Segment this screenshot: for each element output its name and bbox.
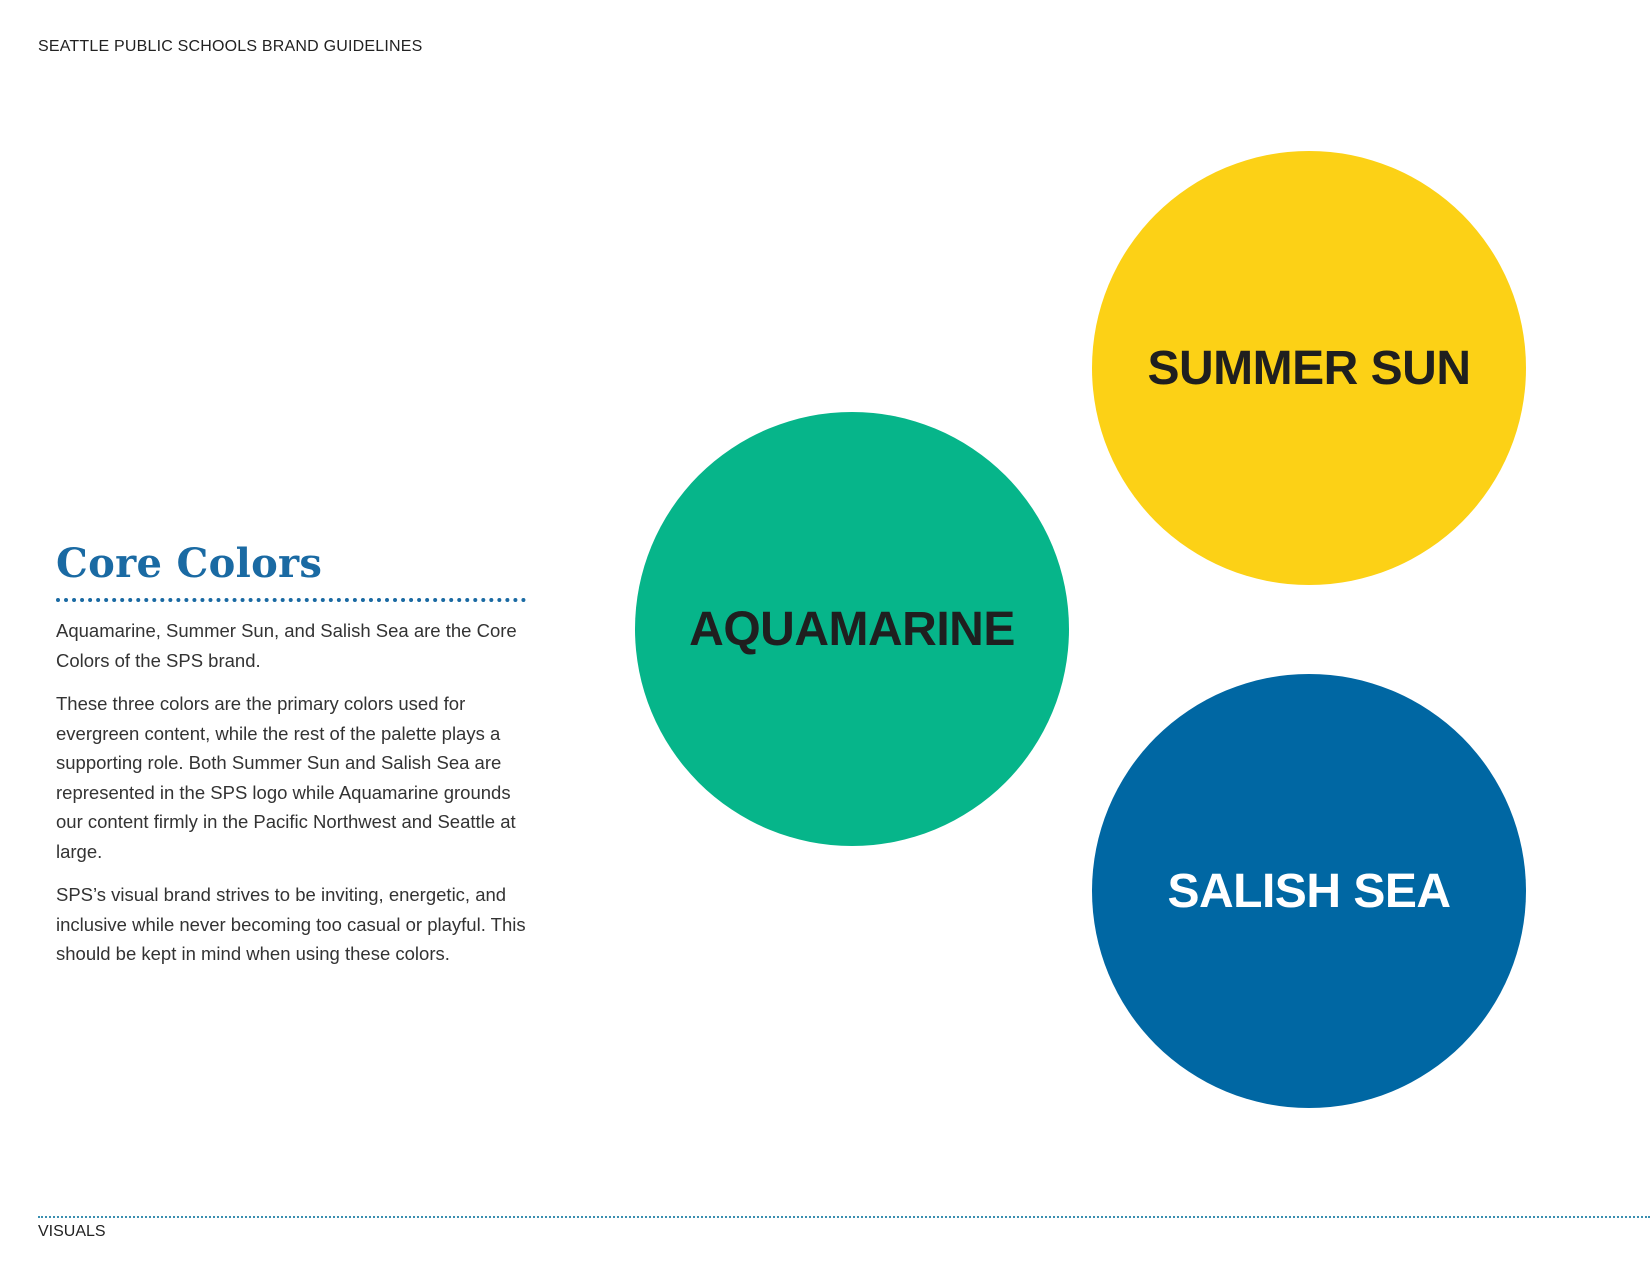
swatch-label-aquamarine: AQUAMARINE [689, 602, 1015, 656]
swatch-aquamarine [635, 412, 1069, 846]
running-footer: VISUALS [38, 1223, 106, 1240]
swatch-salish-sea [1092, 674, 1526, 1108]
body-text [56, 616, 536, 983]
usage-paragraph: These three colors are the primary colors used for evergreen content, while the rest of the palette plays a supporting role. Both Summer Sun and Salish Sea are represented in the SPS logo while Aquamarine grounds our content firmly in the Pacific Northwest and Seattle at large. [56, 693, 516, 862]
section-title: Core Colors [56, 540, 323, 587]
swatch-summer-sun [1092, 151, 1526, 585]
swatch-label-salish-sea: SALISH SEA [1167, 864, 1451, 918]
footer-divider [38, 1216, 1650, 1218]
running-header: SEATTLE PUBLIC SCHOOLS BRAND GUIDELINES [38, 38, 423, 55]
swatch-label-summer-sun: SUMMER SUN [1147, 341, 1471, 395]
intro-paragraph: Aquamarine, Summer Sun, and Salish Sea are the Core Colors of the SPS brand. [56, 620, 517, 671]
title-divider [56, 598, 526, 602]
tone-paragraph: SPS’s visual brand strives to be inviting, energetic, and inclusive while never becoming too casual or playful. This should be kept in mind when using these colors. [56, 884, 526, 964]
